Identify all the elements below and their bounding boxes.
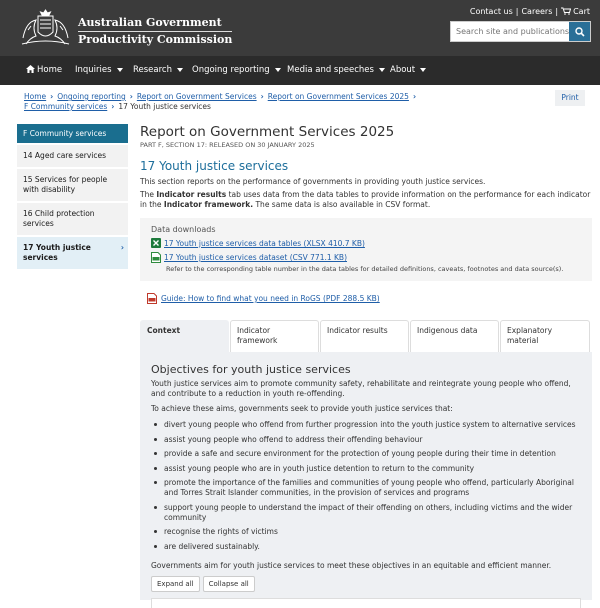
site-search [450, 21, 591, 42]
intro-text: This section reports on the performance of governments in providing youth justice services. [140, 177, 486, 186]
nav-media-speeches[interactable] [287, 56, 385, 85]
nav-ongoing-reporting[interactable] [192, 56, 281, 85]
tab-panel-context [140, 352, 592, 600]
list-item: are delivered sustainably. [151, 542, 581, 552]
page-title: Report on Government Services 2025 [140, 124, 395, 140]
main-navigation [0, 56, 600, 85]
data-downloads-box [140, 218, 592, 281]
excel-file-icon [151, 238, 161, 248]
list-item: assist young people who are in youth justice detention to return to the community [151, 464, 581, 474]
print-button[interactable]: Print [555, 90, 585, 106]
careers-link[interactable]: Careers [521, 7, 553, 16]
list-item: divert young people who offend from further progression into the youth justice system to alternative services [151, 420, 581, 430]
search-button[interactable] [569, 22, 590, 41]
tab-explanatory-material[interactable]: Explanatory material [500, 320, 590, 353]
breadcrumb-part-f[interactable]: F Community services [24, 102, 108, 111]
caret-down-icon [177, 68, 183, 72]
search-input[interactable] [451, 22, 569, 41]
utility-links [470, 7, 590, 16]
objectives-list [151, 420, 581, 552]
sidebar-item-label: 17 Youth justice services [23, 243, 91, 262]
contact-us-link[interactable]: Contact us [469, 7, 513, 16]
section-title: 17 Youth justice services [140, 159, 289, 173]
commission-name: Productivity Commission [78, 33, 233, 46]
cart-link[interactable] [561, 7, 590, 16]
accordion-list [151, 598, 581, 608]
section-sidebar [17, 124, 128, 271]
chevron-right-icon: › [120, 243, 124, 252]
caret-down-icon [117, 68, 123, 72]
breadcrumb-rogs-2025[interactable]: Report on Government Services 2025 [267, 92, 409, 101]
download-xlsx-link[interactable]: 17 Youth justice services data tables (XLSX 410.7 KB) [164, 238, 365, 248]
cart-icon [561, 7, 571, 15]
download-csv-link[interactable]: 17 Youth justice services dataset (CSV 771.1 KB) [164, 253, 348, 262]
intro-text-part: The [140, 190, 157, 199]
nav-media-label: Media and speeches [287, 65, 374, 75]
list-item: support young people to understand the impact of their offending on others, including victims and the wider community [151, 503, 581, 523]
breadcrumb [24, 92, 454, 112]
separator: | [515, 7, 519, 16]
main-content [140, 124, 592, 304]
breadcrumb-current: 17 Youth justice services [118, 102, 211, 111]
agency-name[interactable] [78, 16, 232, 47]
chevron-right-icon: › [111, 102, 115, 111]
csv-file-icon [151, 252, 161, 263]
tab-context[interactable]: Context [140, 320, 229, 353]
objectives-lead-in: To achieve these aims, governments seek to provide youth justice services that: [151, 404, 453, 413]
list-item: promote the importance of the families and communities of young people who offend, particularly Aboriginal and Torres Strait Islander communities, in the provision of services and programs [151, 478, 581, 498]
nav-research[interactable] [133, 56, 183, 85]
sidebar-item-disability[interactable]: 15 Services for people with disability [17, 169, 128, 203]
sidebar-item-child-protection[interactable]: 16 Child protection services [17, 203, 128, 237]
download-csv-row [151, 252, 581, 263]
objectives-text: Youth justice services aim to promote community safety, rehabilitate and reintegrate young people who offend, and contribute to a reduction in youth re-offending. [151, 379, 571, 398]
separator: | [555, 7, 559, 16]
breadcrumb-home[interactable]: Home [24, 92, 47, 101]
nav-about-label: About [390, 65, 416, 75]
site-header [0, 0, 600, 56]
search-icon [575, 27, 585, 37]
chevron-right-icon: › [129, 92, 133, 101]
breadcrumb-ongoing[interactable]: Ongoing reporting [57, 92, 126, 101]
tab-indigenous-data[interactable]: Indigenous data [410, 320, 499, 353]
nav-inquiries-label: Inquiries [75, 65, 112, 75]
list-item: provide a safe and secure environment for the protection of young people during their time in detention [151, 449, 581, 459]
collapse-all-button[interactable]: Collapse all [203, 576, 255, 592]
download-xlsx-row [151, 238, 581, 248]
nav-ongoing-label: Ongoing reporting [192, 65, 270, 75]
section-tabs [140, 320, 592, 353]
nav-research-label: Research [133, 65, 172, 75]
caret-down-icon [379, 68, 385, 72]
nav-home-label: Home [37, 65, 63, 75]
guide-row [140, 293, 592, 304]
expand-all-button[interactable]: Expand all [151, 576, 200, 592]
nav-home[interactable] [26, 56, 62, 85]
list-item: recognise the rights of victims [151, 527, 581, 537]
nav-about[interactable] [390, 56, 426, 85]
sidebar-item-youth-justice[interactable] [17, 237, 128, 271]
government-name: Australian Government [78, 16, 222, 29]
nav-inquiries[interactable] [75, 56, 123, 85]
caret-down-icon [420, 68, 426, 72]
cart-label: Cart [573, 7, 590, 16]
coat-of-arms-logo[interactable] [18, 8, 73, 48]
intro-bold-indicator-results: Indicator results [156, 190, 227, 199]
objectives-title: Objectives for youth justice services [151, 363, 351, 376]
pdf-file-icon [147, 293, 157, 304]
list-item: assist young people who offend to address their offending behaviour [151, 435, 581, 445]
intro-text-2 [140, 190, 592, 210]
release-info: PART F, SECTION 17: RELEASED ON 30 JANUARY 2025 [140, 141, 315, 149]
home-icon [26, 65, 35, 73]
guide-pdf-link[interactable]: Guide: How to find what you need in RoGS (PDF 288.5 KB) [161, 294, 380, 303]
sidebar-item-community-services[interactable]: F Community services [17, 124, 128, 145]
objectives-closing-text: Governments aim for youth justice services to meet these objectives in an equitable and efficient manner. [151, 560, 552, 570]
tab-indicator-framework[interactable]: Indicator framework [230, 320, 319, 353]
intro-text-part: The same data is also available in CSV format. [253, 200, 431, 209]
downloads-title: Data downloads [151, 225, 216, 234]
chevron-right-icon: › [260, 92, 264, 101]
sidebar-item-aged-care[interactable]: 14 Aged care services [17, 145, 128, 169]
intro-text-part: tab uses data from the data tables to provide information on the performance for each indicator in the [140, 190, 591, 209]
breadcrumb-rogs[interactable]: Report on Government Services [136, 92, 257, 101]
chevron-right-icon: › [50, 92, 54, 101]
chevron-right-icon: › [412, 92, 417, 101]
caret-down-icon [275, 68, 281, 72]
intro-bold-indicator-framework: Indicator framework. [163, 200, 254, 209]
downloads-note: Refer to the corresponding table number in the data tables for detailed definitions, caveats, footnotes and data source(s). [166, 265, 564, 273]
accordion-controls [151, 576, 581, 592]
tab-indicator-results[interactable]: Indicator results [320, 320, 409, 353]
